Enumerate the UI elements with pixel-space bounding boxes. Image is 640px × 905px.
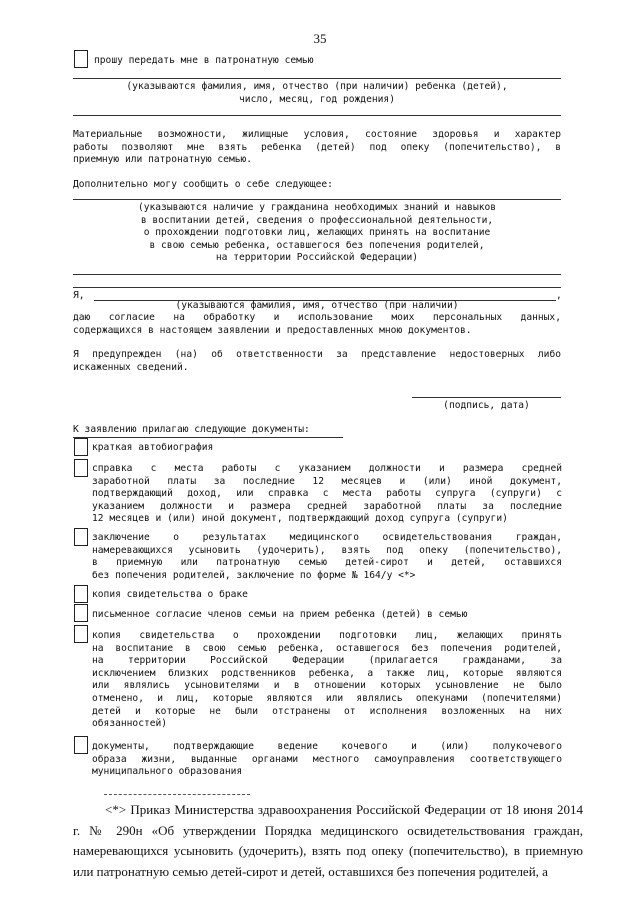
patronat-option-label: прошу передать мне в патронатную семью — [94, 55, 314, 66]
additional-info-hint: (указываются наличие у гражданина необходимых знаний и навыков в воспитании детей, сведения о профессиональной деятельности, о прохождении подготовки лиц, желающих принять на воспитание в свою семью ребенка, оставшегося без попечения родителей, на территории Российской Федерации) — [137, 202, 497, 264]
consent-name-hint: (указываются фамилия, имя, отчество (при наличии) — [175, 300, 459, 311]
footnote-separator — [104, 794, 250, 795]
child-name-line-2[interactable] — [73, 115, 561, 116]
attachment-training-certificate: копия свидетельства о прохождении подготовки лиц, желающих принять на воспитание в свою семью ребенка, оставшегося без попечения родителей, на территории Российской Федерации (прилагается гражданами, за исключением близких родственников ребенка, а также лиц, которые являются или являлись усыновителями и в отношении которых усыновление не было отменено, и лиц, которые являются или являлись опекунами (попечителями) детей и которые не были отстранены от исполнения возложенных на них обязанностей) — [92, 630, 562, 730]
footnote-text: <*> Приказ Министерства здравоохранения Российской Федерации от 18 июня 2014 г. № 290н «Об утверждении Порядка медицинского освидетельствования граждан, намеревающихся усыновить (удочерить), взять под опеку (попечительство), в приемную или патронатную семью детей-сирот и детей, оставшихся без попечения родителей, а — [73, 802, 583, 879]
additional-info-line-2[interactable] — [73, 274, 561, 275]
capabilities-paragraph: Материальные возможности, жилищные условия, состояние здоровья и характер работы позволяют мне взять ребенка (детей) под опеку (попечительство), в приемную или патронатную семью. — [73, 129, 561, 166]
attachment-checkbox-marriage-certificate[interactable] — [74, 585, 88, 603]
patronat-checkbox[interactable] — [74, 50, 88, 68]
warning-paragraph: Я предупрежден (на) об ответственности за представление недостоверных либо искаженных сведений. — [73, 349, 561, 373]
attachment-checkbox-medical-report[interactable] — [74, 528, 88, 546]
attachment-checkbox-family-consent[interactable] — [74, 604, 88, 622]
attachment-nomadic-documents: документы, подтверждающие ведение кочевого и (или) полукочевого образа жизни, выданные органами местного самоуправления соответствующего муниципального образования — [92, 741, 562, 778]
attachment-autobiography: краткая автобиография — [92, 442, 214, 453]
additional-info-line[interactable] — [73, 199, 561, 200]
child-name-line[interactable] — [73, 78, 561, 79]
attachment-checkbox-training-certificate[interactable] — [74, 625, 88, 643]
signature-hint: (подпись, дата) — [443, 400, 530, 411]
attachment-income-certificate: справка с места работы с указанием должности и размера средней заработной платы за последние 12 месяцев и (или) иной документ, подтверждающий доход, или справка с места работы супруга (супруги) с указанием должности и размера средней заработной платы за последние 12 месяцев и (или) иной документ, подтверждающий доход супруга (супруги) — [92, 463, 562, 525]
signature-line[interactable] — [412, 397, 561, 398]
attachments-label: К заявлению прилагаю следующие документы: — [73, 424, 310, 435]
consent-paragraph: даю согласие на обработку и использование моих персональных данных, содержащихся в настоящем заявлении и предоставленных мною документов. — [73, 312, 561, 336]
attachments-label-underline — [73, 437, 343, 438]
page-number: 35 — [313, 31, 327, 46]
child-name-hint: (указываются фамилия, имя, отчество (при наличии) ребенка (детей), число, месяц, год рождения) — [126, 81, 508, 105]
attachment-checkbox-income-certificate[interactable] — [74, 459, 88, 477]
attachment-checkbox-autobiography[interactable] — [74, 438, 88, 456]
additional-info-label: Дополнительно могу сообщить о себе следующее: — [73, 179, 333, 190]
attachment-family-consent: письменное согласие членов семьи на прием ребенка (детей) в семью — [92, 609, 468, 620]
consent-line-end: , — [556, 290, 562, 301]
attachment-checkbox-nomadic-documents[interactable] — [74, 736, 88, 754]
additional-info-line-3[interactable] — [73, 287, 561, 288]
consent-prefix: Я, — [73, 290, 85, 301]
attachment-medical-report: заключение о результатах медицинского освидетельствования граждан, намеревающихся усыновить (удочерить), взять под опеку (попечительство), в приемную или патронатную семью детей-сирот и детей, оставшихся без попечения родителей, заключение по форме № 164/у <*> — [92, 532, 562, 581]
attachment-marriage-certificate: копия свидетельства о браке — [92, 589, 248, 600]
